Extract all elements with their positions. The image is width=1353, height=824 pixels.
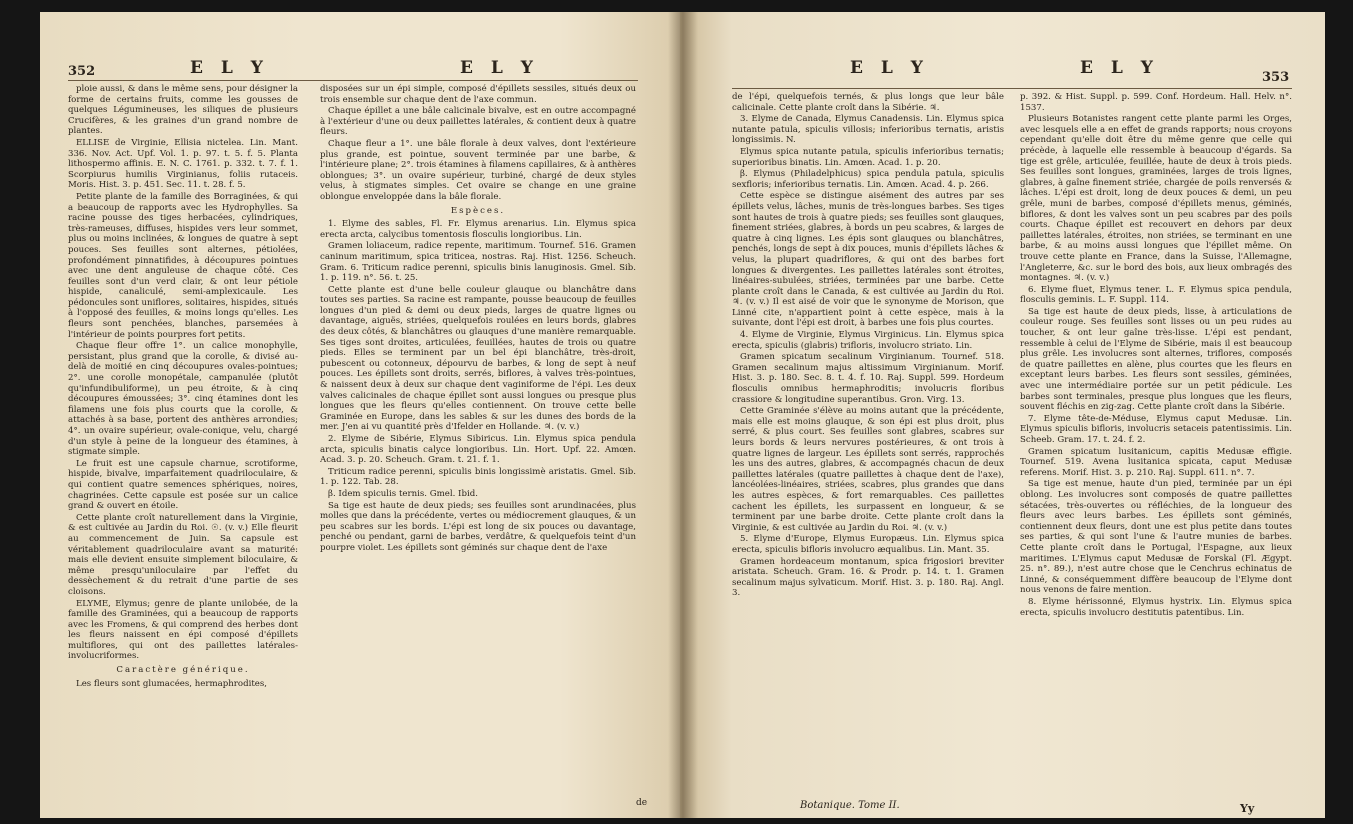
paragraph: β. Idem spiculis ternis. Gmel. Ibid. xyxy=(328,488,478,499)
page-footer: Botanique. Tome II. xyxy=(800,800,900,811)
running-head-left-col1: E L Y xyxy=(190,58,269,78)
paragraph: Cette espèce se distingue aisément des autres par ses épillets velus, lâches, munis de très-longues barbes. Ses tiges sont hautes de trois à quatre pieds; ses feuilles sont glauques, finement striées, glabres, à bords un peu scabres, & larges de quatre à cinq lignes. Les épis sont glauques ou blanchâtres, penchés, longs de sept à dix pouces, munis d'épillets lâches & velus, la plupart quadriflores, & qui ont des barbes fort longues & divergentes. Les paillettes latérales sont étroites, linéaires-subulées, striées, terminées par une barbe. Cette plante croît dans le Canada, & est cultivée au Jardin du Roi. ♃. (v. v.) Il est aisé de voir que le synonyme de Morison, que Linné cite, n'appartient point à cette espèce, mais à la suivante, dont l'épi est droit, à barbes une fois plus courtes. xyxy=(732,191,1004,329)
paragraph: Triticum radice perenni, spiculis binis longissimè aristatis. Gmel. Sib. 1. p. 122. Tab. 28. xyxy=(320,466,636,488)
paragraph: Le fruit est une capsule charnue, scrotiforme, hispide, bivalve, imparfaitement quadriloculaire, & qui contient quatre semences sphériques, noires, chagrinées. Cette capsule est posée sur un calice grand & ouvert en étoile. xyxy=(68,458,298,512)
paragraph: β. Elymus (Philadelphicus) spica pendula patula, spiculis sexfloris; inferioribus ternatis. Lin. Amœn. Acad. 4. p. 266. xyxy=(732,169,1004,190)
paragraph: Gramen loliaceum, radice repente, maritimum. Tournef. 516. Gramen caninum maritimum, spica triticea, nostras. Raj. Hist. 1256. Scheuch. Gram. 6. Triticum radice perenni, spiculis binis lanuginosis. Gmel. Sib. 1. p. 119. n°. 56. t. 25. xyxy=(320,241,636,284)
paragraph: Plusieurs Botanistes rangent cette plante parmi les Orges, avec lesquels elle a en effet de grands rapports; nous croyons cependant qu'elle doit être du même genre que celle qui précède, à laquelle elle ressemble à beaucoup d'égards. Sa tige est grêle, articulée, feuillée, haute de deux à trois pieds. Ses feuilles sont longues, graminées, larges de trois lignes, glabres, à gaîne finement striée, chargée de poils renversés & lâches. L'épi est droit, long de deux pouces & demi, un peu grêle, muni de barbes, composé d'épillets menus, géminés, biflores, & dont les valves sont un peu scabres par des poils courts. Chaque épillet est recouvert en dehors par deux paillettes latérales, étroites, non striées, se terminant en une barbe, & au moins aussi longues que l'épillet même. On trouve cette plante en France, dans la Suisse, l'Allemagne, l'Angleterre, &c. sur le bord des bois, aux lieux ombragés des montagnes. ♃. (v. v.) xyxy=(1020,114,1292,284)
running-head-right-col2: E L Y xyxy=(1080,58,1159,78)
section-heading: Espèces. xyxy=(450,205,506,216)
paragraph: Sa tige est haute de deux pieds, lisse, à articulations de couleur rouge. Ses feuilles sont lisses ou un peu rudes au toucher, & ont leur gaîne très-lisse. L'épi est pendant, ressemble à celui de l'Elyme de Sibérie, mais il est beaucoup plus grêle. Les involucres sont alternes, triflores, composés de quatre paillettes en alène, plus courtes que les fleurs en exceptant leurs barbes. Les fleurs sont sessiles, géminées, avec une intermédiaire portée sur un petit pédicule. Les barbes sont terminales, presque plus longues que les fleurs, souvent fléchis en zig-zag. Cette plante croît dans la Sibérie. xyxy=(1020,306,1292,413)
paragraph: Cette plante est d'une belle couleur glauque ou blanchâtre dans toutes ses parties. Sa racine est rampante, pousse beaucoup de feuilles longues d'un pied & demi ou deux pieds, larges de quatre lignes ou davantage, aiguës, striées, quelquefois roulées en leurs bords, glabres des deux côtés, & blanchâtres ou glauques d'une manière remarquable. Ses tiges sont droites, articulées, feuillées, hautes de trois ou quatre pieds. Elles se terminent par un bel épi blanchâtre, très-droit, pubescent ou cotonneux, dépourvu de barbes, & long de sept à neuf pouces. Les épillets sont droits, serrés, biflores, à valves très-pointues, & naissent deux à deux sur chaque dent vaginiforme de l'épi. Les deux valves calicinales de chaque épillet sont aussi longues ou presque plus longues que les fleurs qu'elles contiennent. On trouve cette belle Graminée en Europe, dans les sables & sur les dunes des bords de la mer. J'en ai vu quantité près d'Ifelder en Hollande. ♃. (v. v.) xyxy=(320,284,636,433)
section-heading: Caractère générique. xyxy=(116,665,250,676)
paragraph: Chaque épillet a une bâle calicinale bivalve, est en outre accompagné à l'extérieur d'une ou deux paillettes latérales, & contient deux à quatre fleurs. xyxy=(320,106,636,138)
left-page-column-2 xyxy=(320,84,636,804)
page-number-left: 352 xyxy=(68,64,96,79)
paragraph: Chaque fleur offre 1°. un calice monophylle, persistant, plus grand que la corolle, & divisé au-delà de moitié en cinq découpures ovales-pointues; 2°. une corolle monopétale, campanulée (plutôt qu'infundibuliforme), un peu étroite, & à cinq découpures émoussées; 3°. cinq étamines dont les filamens une fois plus courts que la corolle, & attachés à sa base, portent des anthères arrondies; 4°. un ovaire supérieur, ovale-conique, velu, chargé d'un style à peine de la longueur des étamines, à stigmate simple. xyxy=(68,341,298,458)
open-book xyxy=(40,12,1325,818)
paragraph: de l'épi, quelquefois ternés, & plus longs que leur bâle calicinale. Cette plante croît dans la Sibérie. ♃. xyxy=(732,92,1004,113)
paragraph: Les fleurs sont glumacées, hermaphrodites, xyxy=(76,678,268,689)
paragraph: Sa tige est haute de deux pieds; ses feuilles sont arundinacées, plus molles que dans la précédente, vertes ou médiocrement glauques, & un peu scabres sur les bords. L'épi est long de six pouces ou davantage, penché ou pendant, garni de barbes, verdâtre, & quelquefois teint d'un pourpre violet. Les épillets sont géminés sur chaque dent de l'axe xyxy=(320,500,636,553)
page-number-right: 353 xyxy=(1262,70,1290,85)
paragraph: 2. Elyme de Sibérie, Elymus Sibiricus. Lin. Elymus spica pendula arcta, spiculis binatis calyce longioribus. Lin. Hort. Upf. 22. Amœn. Acad. 3. p. 20. Scheuch. Gram. t. 21. f. 1. xyxy=(320,434,636,466)
left-page-column-1 xyxy=(68,84,298,804)
header-rule-right xyxy=(732,88,1292,89)
paragraph: Gramen spicatum secalinum Virginianum. Tournef. 518. Gramen secalinum majus altissimum Virginianum. Morif. Hist. 3. p. 180. Sec. 8. t. 4. f. 10. Raj. Suppl. 599. Hordeum flosculis omnibus hermaphroditis; involucris floribus crassiore & longitudine superantibus. Gron. Virg. 13. xyxy=(732,352,1004,405)
right-page-column-2 xyxy=(1020,92,1292,797)
paragraph: 5. Elyme d'Europe, Elymus Europæus. Lin. Elymus spica erecta, spiculis bifloris involucro æqualibus. Lin. Mant. 35. xyxy=(732,534,1004,555)
running-head-left-col2: E L Y xyxy=(460,58,539,78)
book-gutter xyxy=(668,12,698,818)
paragraph: Petite plante de la famille des Borraginées, & qui a beaucoup de rapports avec les Hydrophylles. Sa racine pousse des tiges herbacées, cylindriques, très-rameuses, diffuses, hispides vers leur sommet, plus ou moins inclinées, & longues de quatre à sept pouces. Ses feuilles sont alternes, pétiolées, profondément pinnatifides, à découpures pointues avec une dent anguleuse de chaque côté. Ces feuilles sont d'un verd clair, & ont leur pétiole hispide, canaliculé, semi-amplexicaule. Les pédoncules sont uniflores, solitaires, hispides, situés à l'opposé des feuilles, & moins longs qu'elles. Les fleurs sont penchées, blanches, parsemées à l'intérieur de points pourpres fort petits. xyxy=(68,191,298,340)
paragraph: Cette Graminée s'élève au moins autant que la précédente, mais elle est moins glauque, & son épi est plus droit, plus serré, & plus court. Ses feuilles sont glabres, scabres sur leurs bords & leurs nervures postérieures, & ont trois à quatre lignes de largeur. Les épillets sont serrés, rapprochés les uns des autres, glabres, & accompagnés chacun de deux paillettes latérales (quatre paillettes à chaque dent de l'axe), lancéolées-linéaires, striées, scabres, plus grandes que dans les autres espèces, & fort remarquables. Ces paillettes cachent les épillets, les surpassent en longueur, & se terminent par une barbe droite. Cette plante croît dans la Virginie, & est cultivée au Jardin du Roi. ♃. (v. v.) xyxy=(732,406,1004,533)
running-head-right-col1: E L Y xyxy=(850,58,929,78)
header-rule-left xyxy=(68,80,638,81)
paragraph: Elymus spica nutante patula, spiculis inferioribus ternatis; superioribus binatis. Lin. Amœn. Acad. 1. p. 20. xyxy=(732,146,1004,168)
paragraph: Cette plante croît naturellement dans la Virginie, & est cultivée au Jardin du Roi. ☉. (v. v.) Elle fleurit au commencement de Juin. Sa capsule est véritablement quadriloculaire avant sa maturité: mais elle devient ensuite simplement biloculaire, & même presqu'uniloculaire par l'effet du dessèchement & du retrait d'une partie de ses cloisons. xyxy=(68,512,298,597)
paragraph: Gramen hordeaceum montanum, spica frigosiori breviter aristata. Scheuch. Gram. 16. & Prodr. p. 14. t. 1. Gramen secalinum majus sylvaticum. Morif. Hist. 3. p. 180. Raj. Angl. 3. xyxy=(732,556,1004,599)
signature-mark: Yy xyxy=(1240,802,1255,815)
paragraph: 7. Elyme tête-de-Méduse, Elymus caput Medusæ. Lin. Elymus spiculis bifloris, involucris setaceis patentissimis. Lin. Scheeb. Gram. 17. t. 24. f. 2. xyxy=(1020,413,1292,445)
left-page xyxy=(40,12,690,818)
paragraph: 4. Elyme de Virginie, Elymus Virginicus. Lin. Elymus spica erecta, spiculis (glabris) trifloris, involucro striato. Lin. xyxy=(732,330,1004,351)
paragraph: Chaque fleur a 1°. une bâle florale à deux valves, dont l'extérieure plus grande, est pointue, souvent terminée par une barbe, & l'intérieure plane; 2°. trois étamines à filamens capillaires, & à anthères oblongues; 3°. un ovaire supérieur, turbiné, chargé de deux styles velus, à stigmates simples. Cet ovaire se change en une graine oblongue enveloppée dans la bâle florale. xyxy=(320,138,636,202)
paragraph: ELLISE de Virginie, Ellisia nictelea. Lin. Mant. 336. Nov. Act. Upf. Vol. 1. p. 97. t. 5. f. 5. Planta lithospermo affinis. E. N. C. 1761. p. 332. t. 7. f. 1. Scorpiurus humilis Virginianus, foliis rutaceis. Moris. Hist. 3. p. 451. Sec. 11. t. 28. f. 5. xyxy=(68,137,298,191)
paragraph: disposées sur un épi simple, composé d'épillets sessiles, situés deux ou trois ensemble sur chaque dent de l'axe commun. xyxy=(320,84,636,105)
right-page-column-1 xyxy=(732,92,1004,797)
right-page xyxy=(680,12,1325,818)
paragraph: 1. Elyme des sables, Fl. Fr. Elymus arenarius. Lin. Elymus spica erecta arcta, calycibus tomentosis flosculis longioribus. Lin. xyxy=(320,219,636,240)
paragraph: p. 392. & Hist. Suppl. p. 599. Conf. Hordeum. Hall. Helv. n°. 1537. xyxy=(1020,92,1292,113)
paragraph: 3. Elyme de Canada, Elymus Canadensis. Lin. Elymus spica nutante patula, spiculis villosis; inferioribus ternatis, aristis longissimis. N. xyxy=(732,114,1004,146)
paragraph: 6. Elyme fluet, Elymus tener. L. F. Elymus spica pendula, flosculis geminis. L. F. Suppl. 114. xyxy=(1020,284,1292,306)
paragraph: 8. Elyme hérissonné, Elymus hystrix. Lin. Elymus spica erecta, spiculis involucro destitutis patentibus. Lin. xyxy=(1020,596,1292,618)
paragraph: ploie aussi, & dans le même sens, pour désigner la forme de certains fruits, comme les gousses de quelques Légumineuses, les siliques de plusieurs Crucifères, & les graines d'un grand nombre de plantes. xyxy=(68,84,298,137)
catchword: de xyxy=(636,798,648,808)
paragraph: ELYME, Elymus; genre de plante unilobée, de la famille des Graminées, qui a beaucoup de rapports avec les Fromens, & qui comprend des herbes dont les fleurs naissent en épi composé d'épillets multiflores, qui ont des paillettes latérales-involucriformes. xyxy=(68,598,298,662)
paragraph: Sa tige est menue, haute d'un pied, terminée par un épi oblong. Les involucres sont composés de quatre paillettes sétacées, très-ouvertes ou réfléchies, de la longueur des fleurs avec leurs barbes. Les épillets sont géminés, contiennent deux fleurs, dont une est plus petite dans toutes ses parties, & qui sont l'une & l'autre munies de barbes. Cette plante croît dans le Portugal, l'Espagne, aux lieux maritimes. L'Elymus caput Medusæ de Forskal (Fl. Ægypt. 25. n°. 89.), n'est autre chose que le Cenchrus echinatus de Linné, & conséquemment diffère beaucoup de l'Elyme dont nous venons de faire mention. xyxy=(1020,479,1292,596)
paragraph: Gramen spicatum lusitanicum, capitis Medusæ effigie. Tournef. 519. Avena lusitanica spicata, caput Medusæ referens. Morif. Hist. 3. p. 210. Raj. Suppl. 611. n°. 7. xyxy=(1020,446,1292,478)
